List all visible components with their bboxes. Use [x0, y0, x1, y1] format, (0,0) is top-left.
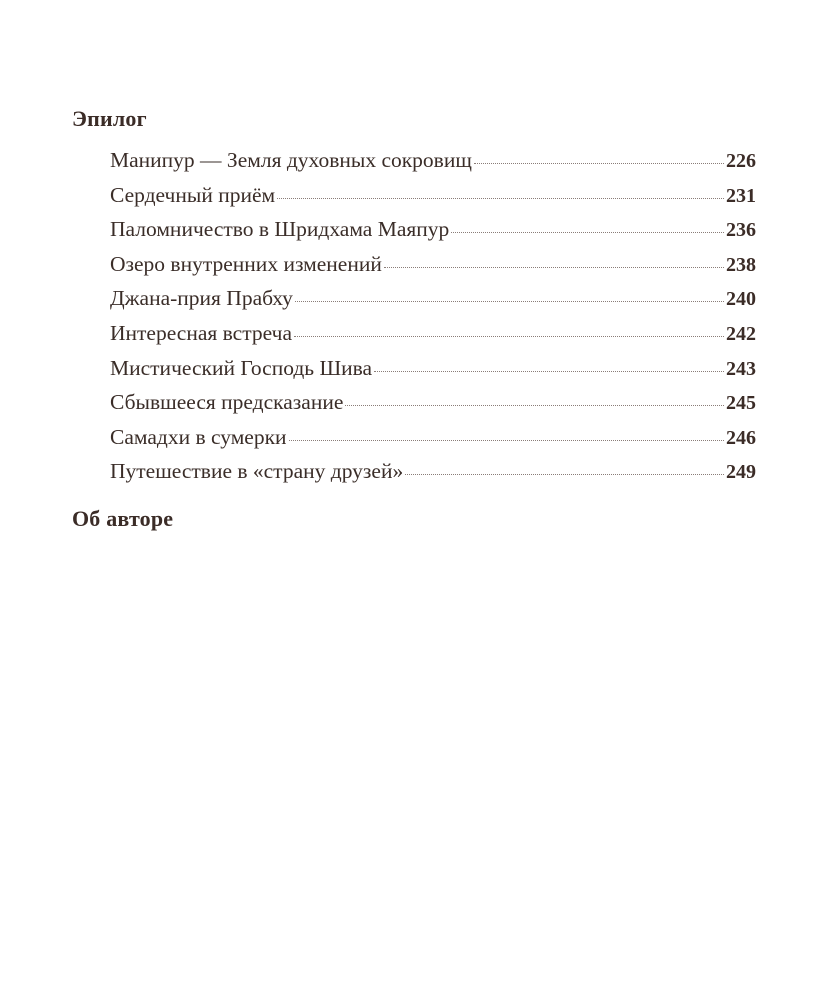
toc-list [110, 148, 756, 494]
toc-entry [110, 356, 756, 391]
toc-entry [110, 425, 756, 460]
toc-entry-title: Интересная встреча [110, 320, 292, 345]
toc-entry-page: 246 [726, 426, 756, 449]
toc-entry-title: Паломничество в Шридхама Маяпур [110, 217, 450, 242]
toc-entry-page: 242 [726, 322, 756, 345]
dot-leader [289, 440, 724, 441]
dot-leader [277, 198, 724, 199]
toc-entry-page: 240 [726, 288, 756, 311]
toc-entry-title: Манипур — Земля духовных сокровищ [110, 148, 472, 172]
dot-leader [345, 405, 724, 406]
dot-leader [374, 371, 724, 372]
toc-entry-title: Путешествие в «страну друзей» [110, 459, 404, 484]
dot-leader [405, 474, 724, 475]
dot-leader [474, 163, 724, 164]
section-heading-epilog: Эпилог [72, 106, 147, 131]
toc-entry [110, 286, 756, 321]
toc-entry-page: 249 [726, 461, 756, 484]
toc-entry-page: 238 [726, 253, 756, 276]
toc-entry-page: 226 [726, 150, 756, 172]
toc-entry-title: Озеро внутренних изменений [110, 251, 382, 276]
dot-leader [294, 336, 724, 337]
toc-entry-page: 231 [726, 184, 756, 207]
toc-entry [110, 148, 756, 183]
toc-entry-title: Сбывшееся предсказание [110, 390, 344, 415]
toc-entry [110, 252, 756, 287]
toc-entry-page: 236 [726, 219, 756, 242]
toc-entry [110, 459, 756, 494]
toc-entry-title: Джана-прия Прабху [110, 286, 293, 311]
toc-entry-title: Мистический Господь Шива [110, 355, 373, 380]
toc-entry-page: 243 [726, 357, 756, 380]
dot-leader [384, 267, 724, 268]
toc-entry-page: 245 [726, 392, 756, 415]
toc-entry-title: Самадхи в сумерки [110, 424, 287, 449]
dot-leader [451, 232, 724, 233]
toc-entry [110, 321, 756, 356]
toc-entry [110, 390, 756, 425]
toc-entry-title: Сердечный приём [110, 182, 276, 207]
toc-entry [110, 183, 756, 218]
dot-leader [295, 301, 724, 302]
section-heading-about-author: Об авторе [72, 506, 174, 531]
toc-entry [110, 217, 756, 252]
